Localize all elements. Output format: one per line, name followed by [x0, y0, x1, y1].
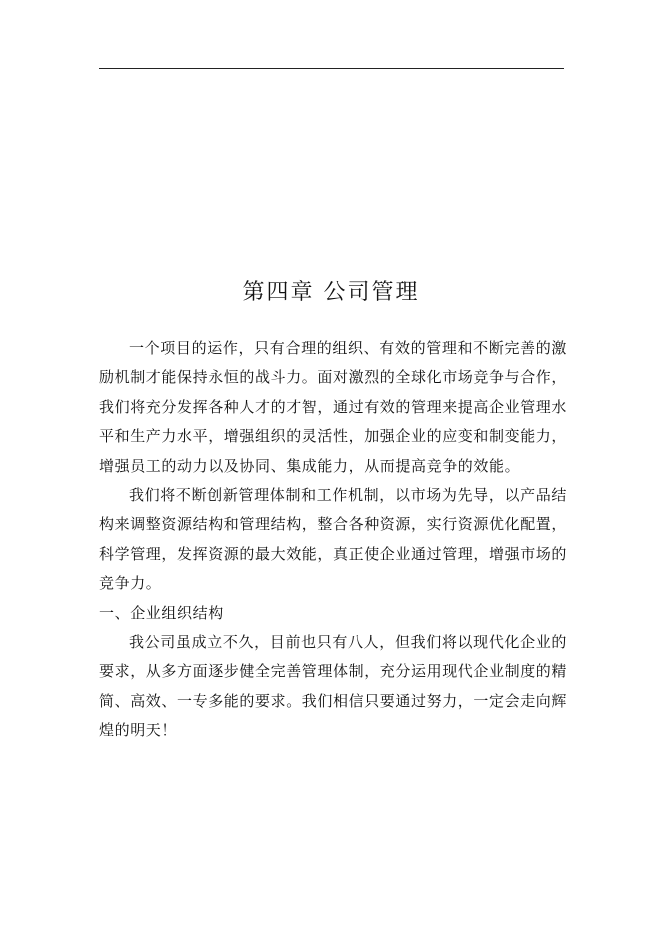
paragraph-organization: 我公司虽成立不久，目前也只有八人，但我们将以现代化企业的要求，从多方面逐步健全完善管理体制，充分运用现代企业制度的精简、高效、一专多能的要求。我们相信只要通过努力，一定会走向辉煌的明天！	[99, 633, 568, 740]
chapter-title: 第四章 公司管理	[242, 280, 420, 305]
section-heading-organization: 一、企业组织结构	[99, 603, 224, 622]
paragraph-intro: 一个项目的运作，只有合理的组织、有效的管理和不断完善的激励机制才能保持永恒的战斗力。面对激烈的全球化市场竞争与合作，我们将充分发挥各种人才的才智，通过有效的管理来提高企业管理水平和生产力水平，增强组织的灵活性，加强企业的应变和制变能力，增强员工的动力以及协同、集成能力，从而提高竞争的效能。	[99, 339, 568, 475]
chapter-body	[99, 334, 567, 746]
header-rule	[99, 68, 564, 69]
paragraph-innovation: 我们将不断创新管理体制和工作机制，以市场为先导，以产品结构来调整资源结构和管理结构，整合各种资源，实行资源优化配置，科学管理，发挥资源的最大效能，真正使企业通过管理，增强市场的竞争力。	[99, 486, 568, 593]
